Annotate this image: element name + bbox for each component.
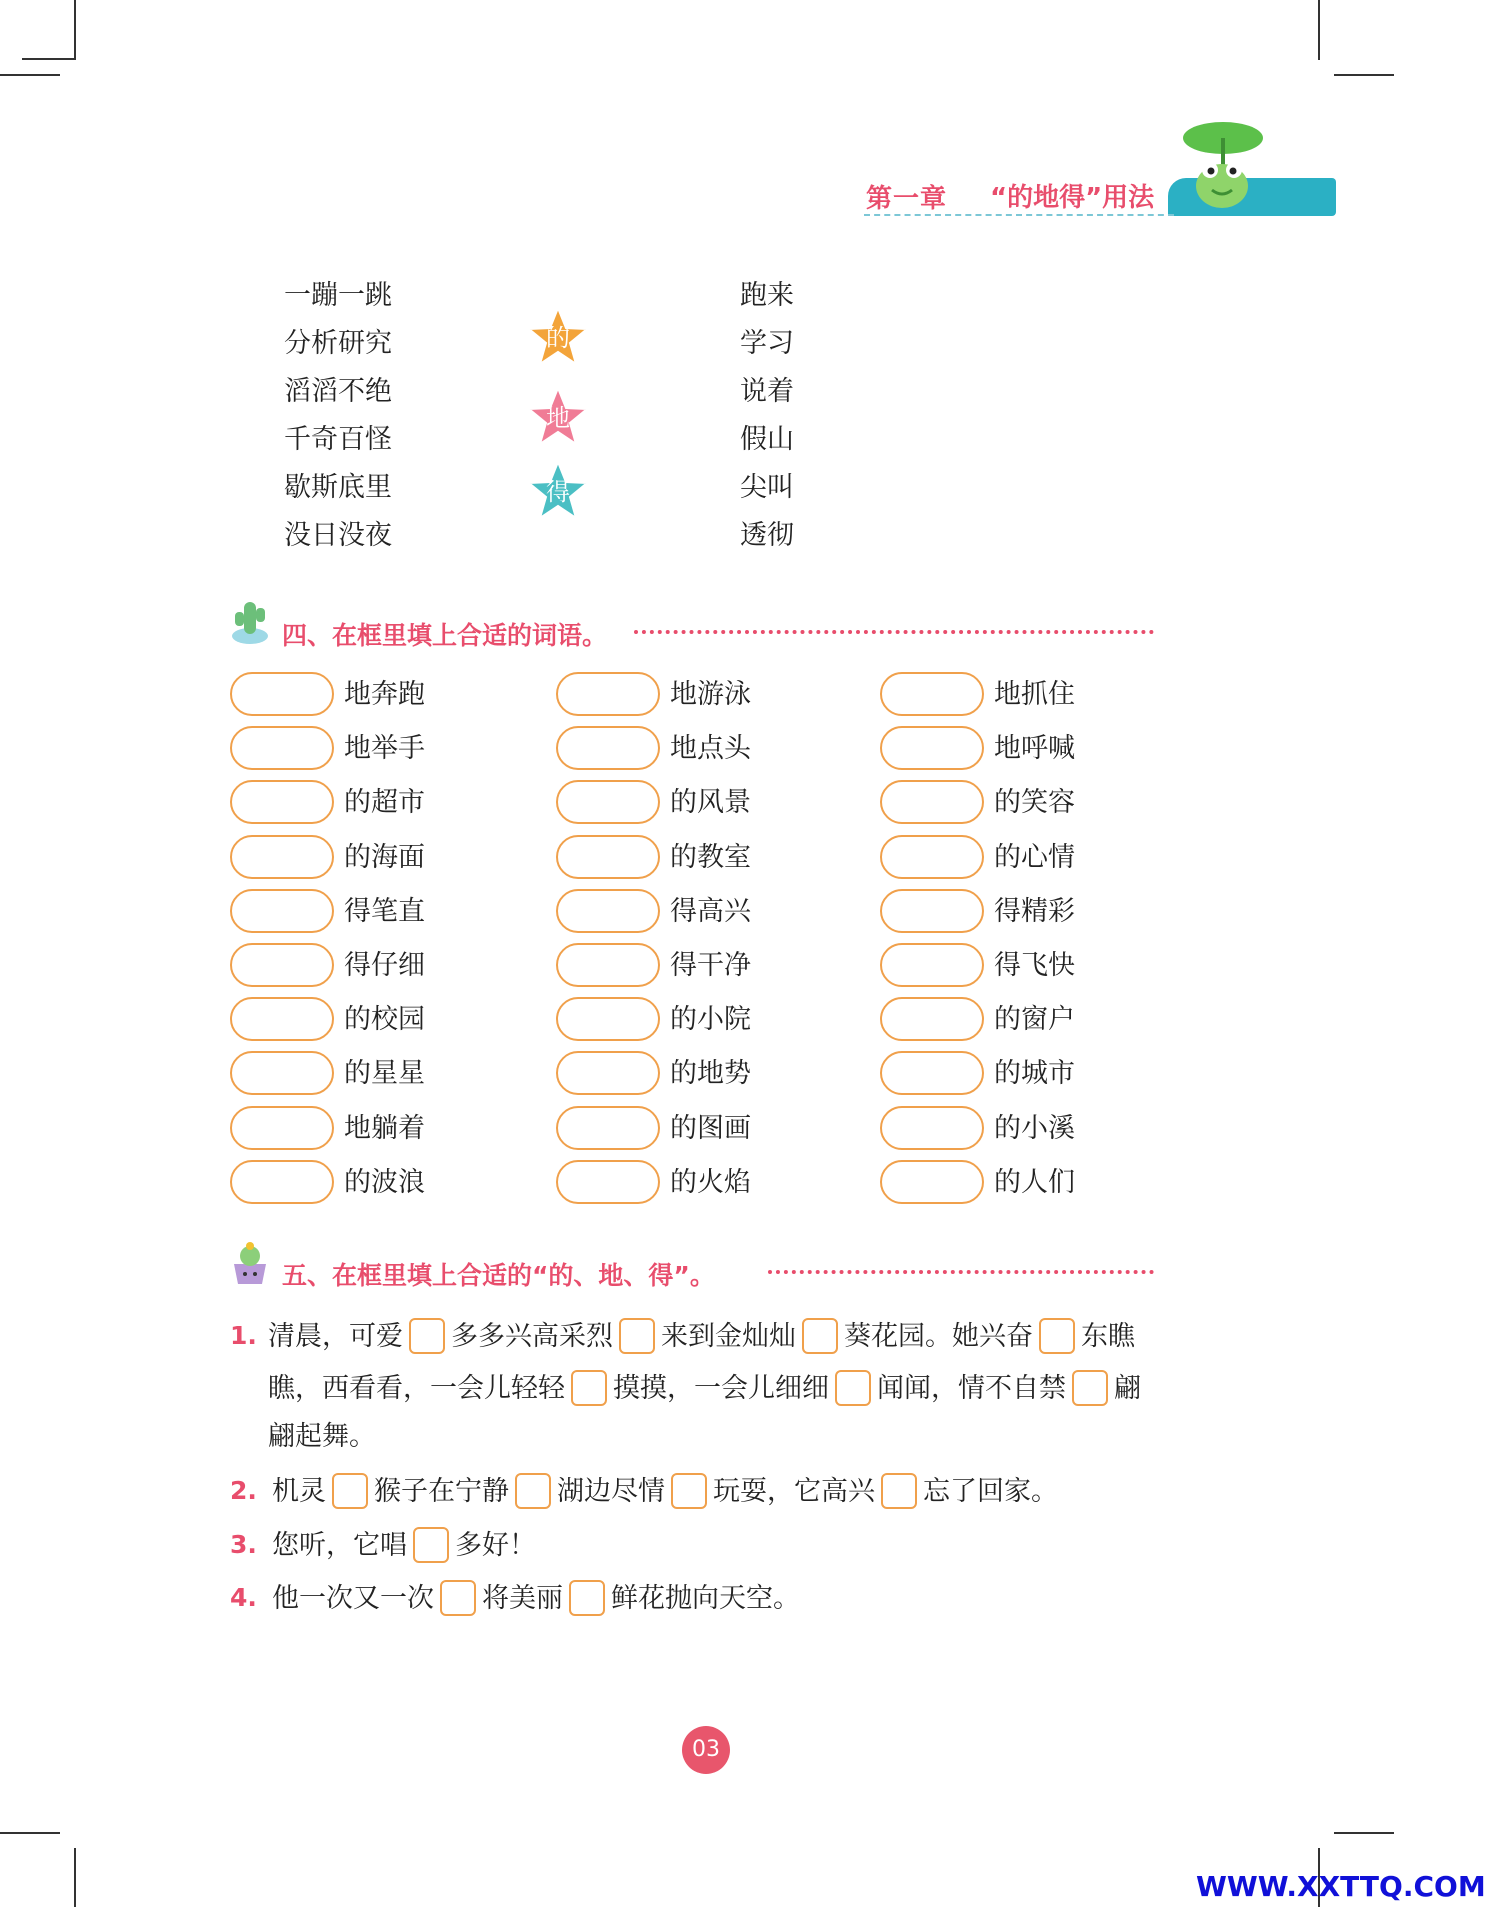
sentence-fragment: 瞧，西看看，一会儿轻轻 <box>268 1373 565 1404</box>
answer-blank[interactable] <box>880 1160 984 1204</box>
match-left-item: 千奇百怪 <box>284 424 392 455</box>
sentence-fragment: 葵花园。她兴奋 <box>844 1321 1033 1352</box>
fill-word-item <box>880 776 1180 830</box>
answer-box[interactable] <box>619 1318 655 1354</box>
fill-word-item <box>556 776 856 830</box>
answer-blank[interactable] <box>880 835 984 879</box>
answer-blank[interactable] <box>230 726 334 770</box>
answer-box[interactable] <box>413 1527 449 1563</box>
match-right-item: 说着 <box>740 376 794 407</box>
fill-word-suffix: 的笑容 <box>994 787 1075 819</box>
fill-word-item <box>880 1047 1180 1101</box>
fill-word-suffix: 的超市 <box>344 787 425 819</box>
answer-blank[interactable] <box>880 726 984 770</box>
item-number: 1. <box>230 1321 257 1350</box>
answer-box[interactable] <box>881 1473 917 1509</box>
fill-word-suffix: 的海面 <box>344 841 425 873</box>
sentence-line <box>268 1314 1135 1356</box>
answer-blank[interactable] <box>556 1106 660 1150</box>
cactus-pot-icon <box>230 1238 270 1288</box>
sentence-fragment: 多好！ <box>455 1530 536 1561</box>
fill-word-item <box>880 1156 1180 1210</box>
fill-word-item <box>230 722 530 776</box>
fill-word-suffix: 的教室 <box>670 841 751 873</box>
sentence-fragment: 他一次又一次 <box>272 1583 434 1614</box>
match-right-item: 假山 <box>740 424 794 455</box>
fill-word-suffix: 的校园 <box>344 1004 425 1036</box>
header-divider <box>864 214 1174 216</box>
answer-box[interactable] <box>571 1370 607 1406</box>
answer-blank[interactable] <box>880 1051 984 1095</box>
crop-mark <box>1318 0 1320 60</box>
crop-mark <box>0 74 60 76</box>
crop-mark <box>1334 1832 1394 1834</box>
sentence-fragment: 闻闻，情不自禁 <box>877 1373 1066 1404</box>
fill-word-suffix: 的图画 <box>670 1112 751 1144</box>
answer-blank[interactable] <box>556 835 660 879</box>
fill-word-item <box>880 722 1180 776</box>
fill-word-item <box>230 1156 530 1210</box>
fill-word-suffix: 的人们 <box>994 1166 1075 1198</box>
fill-word-suffix: 地抓住 <box>994 679 1075 710</box>
sentence-fragment: 忘了回家。 <box>923 1476 1058 1507</box>
answer-blank[interactable] <box>230 1051 334 1095</box>
cactus-pot-icon <box>230 596 270 646</box>
sentence-line <box>272 1523 536 1565</box>
match-left-item: 分析研究 <box>284 328 392 359</box>
fill-word-item <box>556 939 856 993</box>
item-number: 3. <box>230 1530 257 1559</box>
answer-blank[interactable] <box>880 889 984 933</box>
fill-word-item <box>556 1102 856 1156</box>
fill-word-item <box>880 885 1180 939</box>
fill-word-suffix: 的波浪 <box>344 1166 425 1198</box>
answer-box[interactable] <box>835 1370 871 1406</box>
chapter-title: “的地得”用法 <box>990 183 1155 213</box>
fill-word-suffix: 的火焰 <box>670 1166 751 1198</box>
answer-blank[interactable] <box>230 672 334 716</box>
sentence-line <box>268 1366 1141 1408</box>
fill-word-suffix: 的地势 <box>670 1058 751 1090</box>
answer-blank[interactable] <box>556 1051 660 1095</box>
answer-blank[interactable] <box>230 780 334 824</box>
answer-box[interactable] <box>569 1580 605 1616</box>
crop-mark <box>0 1832 60 1834</box>
section-5-title: 五、在框里填上合适的“的、地、得”。 <box>282 1261 715 1290</box>
answer-box[interactable] <box>440 1580 476 1616</box>
sentence-fragment: 翩起舞。 <box>268 1421 376 1452</box>
crop-mark <box>74 0 76 60</box>
fill-word-suffix: 的心情 <box>994 841 1075 873</box>
chapter-label: 第一章 <box>866 184 948 214</box>
answer-blank[interactable] <box>556 1160 660 1204</box>
item-number: 2. <box>230 1476 257 1505</box>
fill-word-item <box>230 1047 530 1101</box>
answer-box[interactable] <box>409 1318 445 1354</box>
sentence-fragment: 将美丽 <box>482 1583 563 1614</box>
answer-box[interactable] <box>671 1473 707 1509</box>
answer-blank[interactable] <box>556 672 660 716</box>
fill-word-item <box>230 668 530 722</box>
fill-word-suffix: 地举手 <box>344 733 425 765</box>
sentence-fragment: 湖边尽情 <box>557 1476 665 1507</box>
answer-blank[interactable] <box>556 780 660 824</box>
item-number: 4. <box>230 1583 257 1612</box>
fill-word-item <box>556 831 856 885</box>
match-left-item: 没日没夜 <box>284 520 392 551</box>
fill-word-item <box>880 668 1180 722</box>
match-right-item: 学习 <box>740 328 794 359</box>
fill-word-suffix: 得飞快 <box>994 950 1075 981</box>
sentence-fragment: 翩 <box>1114 1373 1141 1404</box>
section-5-dotted-rule <box>768 1270 1154 1274</box>
answer-box[interactable] <box>802 1318 838 1354</box>
fill-word-suffix: 的小院 <box>670 1004 751 1036</box>
fill-word-suffix: 的小溪 <box>994 1112 1075 1144</box>
sentence-fragment: 摸摸，一会儿细细 <box>613 1373 829 1404</box>
sentence-fragment: 玩耍，它高兴 <box>713 1476 875 1507</box>
sentence-line <box>272 1576 800 1618</box>
match-left-item: 一蹦一跳 <box>284 280 392 311</box>
fill-word-item <box>230 939 530 993</box>
fill-word-item <box>880 831 1180 885</box>
fill-word-item <box>880 939 1180 993</box>
crop-mark <box>22 58 74 60</box>
sentence-fragment: 东瞧 <box>1081 1321 1135 1352</box>
star-label: 得 <box>546 478 570 506</box>
fill-word-item <box>556 993 856 1047</box>
answer-blank[interactable] <box>880 1106 984 1150</box>
answer-blank[interactable] <box>230 1160 334 1204</box>
sentence-fragment: 机灵 <box>272 1476 326 1507</box>
answer-blank[interactable] <box>880 943 984 987</box>
star-label: 地 <box>546 404 570 432</box>
fill-word-suffix: 地躺着 <box>344 1112 425 1144</box>
section-4-title: 四、在框里填上合适的词语。 <box>282 621 608 650</box>
fill-word-item <box>880 993 1180 1047</box>
fill-word-item <box>230 1102 530 1156</box>
answer-blank[interactable] <box>230 997 334 1041</box>
sentence-fragment: 清晨，可爱 <box>268 1321 403 1352</box>
fill-word-item <box>230 776 530 830</box>
fill-word-item <box>556 885 856 939</box>
fill-word-suffix: 得仔细 <box>344 950 425 981</box>
answer-box[interactable] <box>515 1473 551 1509</box>
sentence-line <box>272 1469 1058 1511</box>
fill-word-item <box>230 885 530 939</box>
fill-word-suffix: 的风景 <box>670 787 751 819</box>
fill-word-item <box>230 831 530 885</box>
answer-box[interactable] <box>1072 1370 1108 1406</box>
fill-word-suffix: 地呼喊 <box>994 733 1075 765</box>
match-right-item: 尖叫 <box>740 472 794 503</box>
fill-word-suffix: 得笔直 <box>344 895 425 927</box>
answer-blank[interactable] <box>230 943 334 987</box>
fill-word-item <box>556 722 856 776</box>
fill-word-suffix: 地点头 <box>670 733 751 765</box>
answer-box[interactable] <box>1039 1318 1075 1354</box>
fill-word-suffix: 地游泳 <box>670 679 751 710</box>
match-left-item: 歇斯底里 <box>284 472 392 503</box>
answer-blank[interactable] <box>230 835 334 879</box>
answer-blank[interactable] <box>556 997 660 1041</box>
match-right-column <box>740 272 794 560</box>
fill-word-suffix: 得精彩 <box>994 895 1075 927</box>
sentence-fragment: 您听，它唱 <box>272 1530 407 1561</box>
answer-blank[interactable] <box>230 1106 334 1150</box>
page-number: 03 <box>682 1726 730 1774</box>
answer-box[interactable] <box>332 1473 368 1509</box>
answer-blank[interactable] <box>556 889 660 933</box>
crop-mark <box>1334 74 1394 76</box>
frog-mascot-icon <box>1178 118 1268 210</box>
sentence-fragment: 猴子在宁静 <box>374 1476 509 1507</box>
fill-word-item <box>556 1156 856 1210</box>
answer-blank[interactable] <box>880 780 984 824</box>
match-left-column <box>284 272 392 560</box>
sentence-fragment: 来到金灿灿 <box>661 1321 796 1352</box>
star-label: 的 <box>546 324 570 352</box>
answer-blank[interactable] <box>556 943 660 987</box>
match-left-item: 滔滔不绝 <box>284 376 392 407</box>
fill-word-item <box>230 993 530 1047</box>
star-di <box>527 386 589 448</box>
fill-word-suffix: 得高兴 <box>670 895 751 927</box>
watermark: WWW.XXTTQ.COM <box>1196 1870 1486 1903</box>
fill-word-item <box>556 1047 856 1101</box>
fill-word-suffix: 得干净 <box>670 950 751 981</box>
match-right-item: 跑来 <box>740 280 794 311</box>
section-4-dotted-rule <box>634 630 1154 634</box>
sentence-line <box>268 1414 376 1453</box>
answer-blank[interactable] <box>880 672 984 716</box>
match-right-item: 透彻 <box>740 520 794 551</box>
answer-blank[interactable] <box>230 889 334 933</box>
sentence-fragment: 鲜花抛向天空。 <box>611 1583 800 1614</box>
answer-blank[interactable] <box>880 997 984 1041</box>
crop-mark <box>74 1848 76 1907</box>
fill-word-item <box>880 1102 1180 1156</box>
fill-word-suffix: 的窗户 <box>994 1004 1075 1036</box>
answer-blank[interactable] <box>556 726 660 770</box>
fill-word-suffix: 的城市 <box>994 1058 1075 1090</box>
star-de <box>527 306 589 368</box>
sentence-fragment: 多多兴高采烈 <box>451 1321 613 1352</box>
fill-word-item <box>556 668 856 722</box>
fill-word-suffix: 的星星 <box>344 1058 425 1090</box>
star-de2 <box>527 460 589 522</box>
fill-word-suffix: 地奔跑 <box>344 679 425 710</box>
